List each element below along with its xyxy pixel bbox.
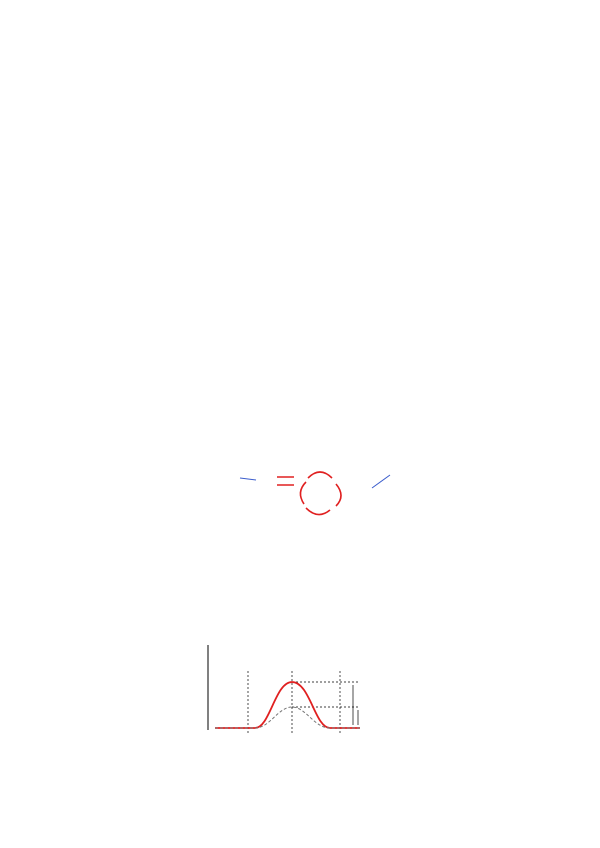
exchange-arrows xyxy=(277,472,341,515)
cycle-arrow-4 xyxy=(300,482,306,504)
pointer-left xyxy=(240,478,256,480)
activation-energy-figure xyxy=(170,615,440,805)
interstitial-energy-curve xyxy=(215,707,360,728)
cycle-arrow-2 xyxy=(336,484,341,506)
pointer-right xyxy=(372,475,390,488)
cycle-arrow-1 xyxy=(308,472,332,478)
autodifusion-figure xyxy=(160,440,445,575)
cycle-arrow-3 xyxy=(306,508,330,515)
vacant-energy-curve xyxy=(215,682,360,728)
